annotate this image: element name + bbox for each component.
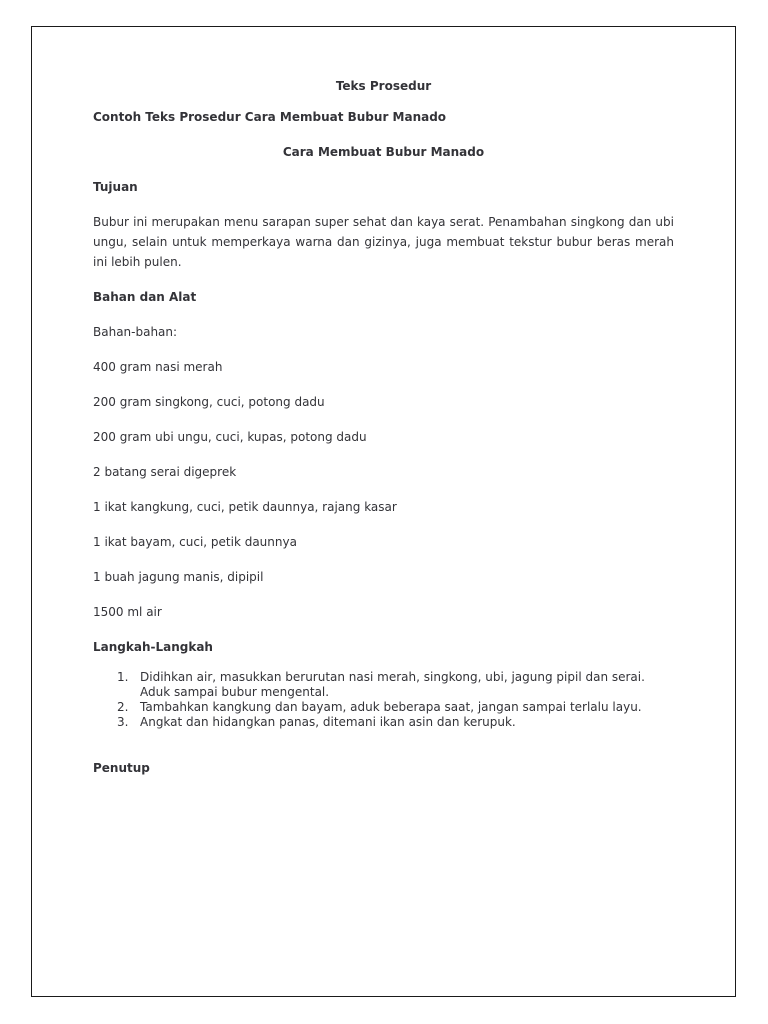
section-heading-langkah: Langkah-Langkah: [93, 640, 213, 654]
ingredient-item: 1 ikat kangkung, cuci, petik daunnya, rajang kasar: [93, 500, 397, 514]
ingredient-item: 200 gram ubi ungu, cuci, kupas, potong dadu: [93, 430, 367, 444]
ingredient-item: 1500 ml air: [93, 605, 162, 619]
document-heading: Cara Membuat Bubur Manado: [282, 145, 485, 159]
ingredient-item: 1 buah jagung manis, dipipil: [93, 570, 264, 584]
step-item: [117, 715, 674, 730]
step-number: 3.: [117, 715, 129, 729]
step-text: Didihkan air, masukkan berurutan nasi merah, singkong, ubi, jagung pipil dan serai. Aduk sampai bubur mengental.: [140, 670, 645, 699]
document-subtitle: Contoh Teks Prosedur Cara Membuat Bubur Manado: [93, 110, 447, 124]
tujuan-paragraph: Bubur ini merupakan menu sarapan super sehat dan kaya serat. Penambahan singkong dan ubi ungu, selain untuk memperkaya warna dan gizinya, juga membuat tekstur bubur beras merah ini lebih pulen.: [93, 215, 674, 269]
bahan-label: Bahan-bahan:: [93, 325, 178, 339]
document-title: Teks Prosedur: [335, 79, 432, 93]
step-text: Angkat dan hidangkan panas, ditemani ikan asin dan kerupuk.: [140, 715, 516, 729]
ingredient-item: 400 gram nasi merah: [93, 360, 223, 374]
ingredient-item: 2 batang serai digeprek: [93, 465, 237, 479]
ingredient-item: 1 ikat bayam, cuci, petik daunnya: [93, 535, 297, 549]
section-heading-bahan: Bahan dan Alat: [93, 290, 197, 304]
section-heading-tujuan: Tujuan: [93, 180, 138, 194]
steps-list: [117, 670, 674, 730]
step-item: [117, 670, 674, 700]
document-page: [31, 26, 736, 997]
ingredient-item: 200 gram singkong, cuci, potong dadu: [93, 395, 325, 409]
section-heading-penutup: Penutup: [93, 761, 150, 775]
step-number: 2.: [117, 700, 129, 714]
step-item: [117, 700, 674, 715]
step-text: Tambahkan kangkung dan bayam, aduk beberapa saat, jangan sampai terlalu layu.: [140, 700, 642, 714]
step-number: 1.: [117, 670, 129, 684]
